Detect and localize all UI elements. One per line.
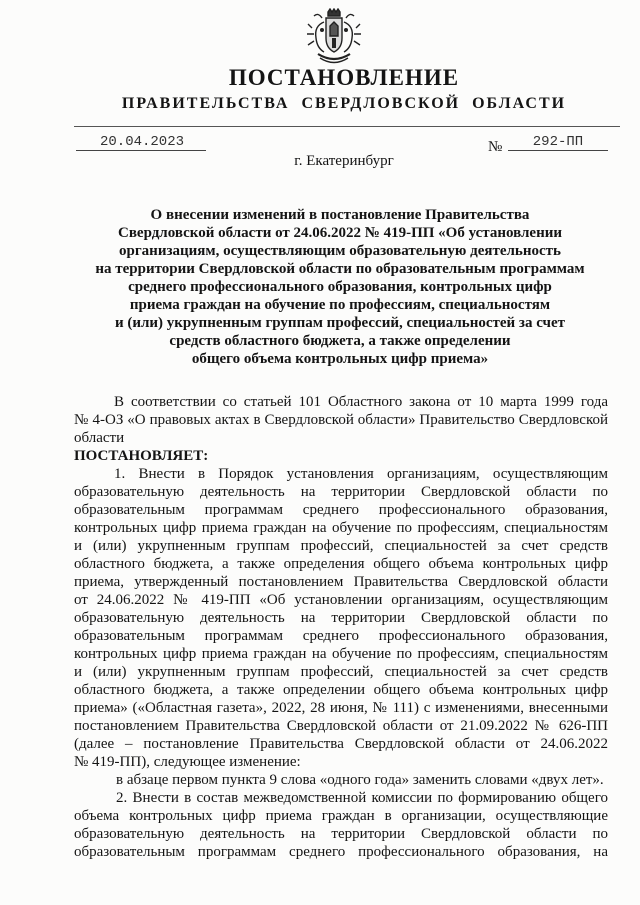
item1-line: № 419-ПП), следующее изменение: xyxy=(74,754,301,770)
coat-of-arms-emblem xyxy=(302,8,366,68)
resolves-heading: ПОСТАНОВЛЯЕТ: xyxy=(74,448,209,464)
item1-line: контрольных цифр приема граждан на обучение по профессиям, специальностям xyxy=(74,646,608,662)
preamble-line: области xyxy=(74,430,125,446)
item1-line: 1. Внести в Порядок установления организациям, осуществляющим xyxy=(114,466,608,482)
item1-line: и (или) укрупненным группам профессий, специальностей за счет средств xyxy=(74,538,608,554)
title-line: среднего профессионального образования, контрольных цифр xyxy=(128,279,552,295)
item2-line: образовательную деятельность на территории Свердловской области по xyxy=(74,826,608,842)
number-sign: № xyxy=(488,139,503,155)
item1-line: образовательным программам среднего профессионального образования, xyxy=(74,502,608,518)
title-line: Свердловской области от 24.06.2022 № 419-ПП «Об установлении xyxy=(117,225,563,241)
document-type-heading: ПОСТАНОВЛЕНИЕ xyxy=(228,65,460,90)
title-line: О внесении изменений в постановление Правительства xyxy=(150,207,530,223)
item2-line: объема контрольных цифр приема граждан в организации, осуществляющие xyxy=(74,808,608,824)
document-number: 292-ПП xyxy=(508,134,608,151)
item1-line: образовательную деятельность на территории Свердловской области по xyxy=(74,610,608,626)
item2-line: образовательным программам среднего профессионального образования, на xyxy=(74,844,608,860)
item1-line: контрольных цифр приема граждан на обучение по профессиям, специальностям xyxy=(74,520,608,536)
item1-line: областного бюджета, а также определении общего объема контрольных цифр xyxy=(74,682,608,698)
title-line: общего объема контрольных цифр приема» xyxy=(191,351,489,367)
preamble-line: В соответствии со статьей 101 Областного закона от 10 марта 1999 года xyxy=(114,394,608,410)
item1-line: образовательным программам среднего профессионального образования, xyxy=(74,628,608,644)
title-line: и (или) укрупненным группам профессий, специальностей за счет xyxy=(114,315,566,331)
item1-line: приема, утвержденный постановлением Правительства Свердловской области xyxy=(74,574,608,590)
item1-line: от 24.06.2022 № 419-ПП «Об установлении организациям, осуществляющим xyxy=(74,592,608,608)
item1-change: в абзаце первом пункта 9 слова «одного года» заменить словами «двух лет». xyxy=(116,772,604,788)
item1-line: приема» («Областная газета», 2022, 28 июня, № 111) с изменениями, внесенными xyxy=(74,700,608,716)
item1-line: областного бюджета, а также определения общего объема контрольных цифр xyxy=(74,556,608,572)
item1-line: и (или) укрупненным группам профессий, специальностей за счет средств xyxy=(74,664,608,680)
item1-line: (далее – постановление Правительства Свердловской области от 24.06.2022 xyxy=(74,736,608,752)
document-body xyxy=(74,393,608,861)
item1-line: постановлением Правительства Свердловской области от 21.09.2022 № 626-ПП xyxy=(74,718,608,734)
item1-line: образовательную деятельность на территории Свердловской области по xyxy=(74,484,608,500)
city: г. Екатеринбург xyxy=(294,153,394,169)
document-date: 20.04.2023 xyxy=(76,134,206,151)
title-line: организациям, осуществляющим образовательную деятельность xyxy=(119,243,561,259)
title-line: на территории Свердловской области по образовательным программам xyxy=(95,261,585,277)
preamble-line: № 4-ОЗ «О правовых актах в Свердловской области» Правительство Свердловской xyxy=(74,412,608,428)
header-divider xyxy=(74,126,620,127)
title-line: средств областного бюджета, а также определении xyxy=(169,333,511,349)
item2-line: 2. Внести в состав межведомственной комиссии по формированию общего xyxy=(116,790,608,806)
document-title xyxy=(70,206,610,368)
title-line: приема граждан на обучение по профессиям, специальностям xyxy=(129,297,551,313)
issuer-heading: ПРАВИТЕЛЬСТВА СВЕРДЛОВСКОЙ ОБЛАСТИ xyxy=(121,95,567,112)
